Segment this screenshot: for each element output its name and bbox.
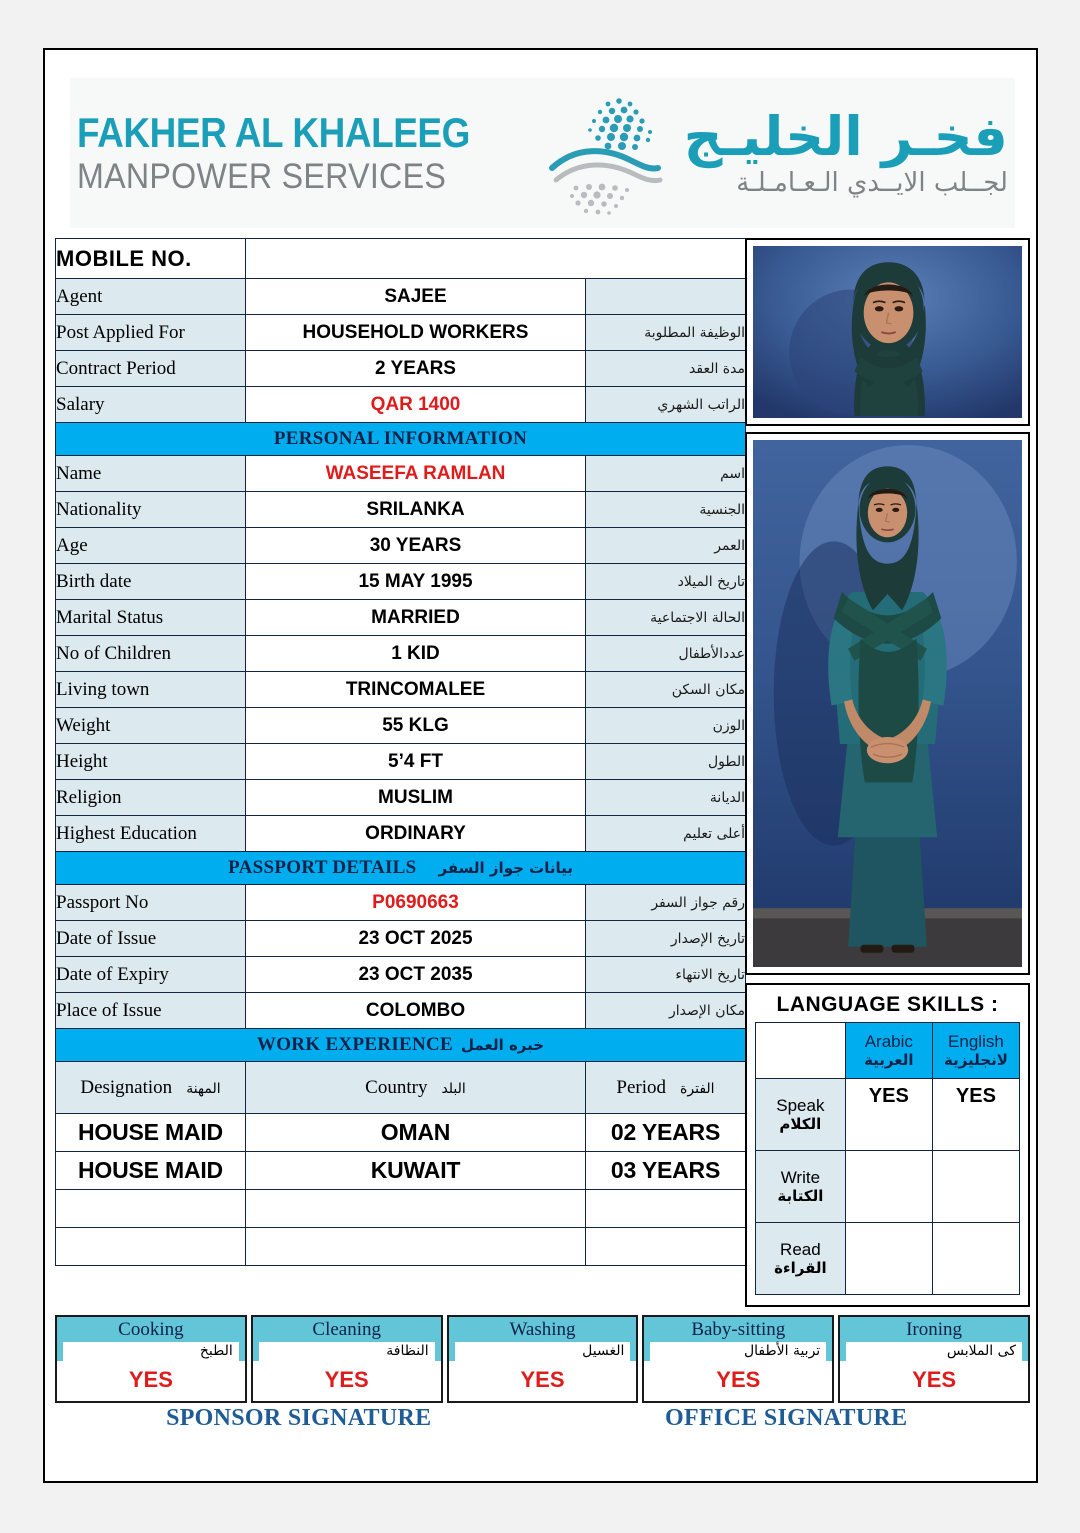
table-row — [56, 1114, 746, 1152]
row-value: 5’4 FT — [246, 744, 586, 780]
skill-cooking-header — [57, 1317, 245, 1361]
section-header-work-experience — [56, 1029, 746, 1062]
work-experience-header-row — [56, 1062, 746, 1114]
work-period: 02 YEARS — [586, 1114, 746, 1152]
row-value: HOUSEHOLD WORKERS — [246, 315, 586, 351]
language-row-write — [756, 1151, 1020, 1223]
row-label: Agent — [56, 279, 246, 315]
work-designation: HOUSE MAID — [56, 1152, 246, 1190]
skill-washing-header — [449, 1317, 637, 1361]
language-row-label-write — [756, 1151, 846, 1223]
skill-washing-arabic-box — [455, 1342, 631, 1361]
work-period[interactable] — [586, 1190, 746, 1228]
language-row-speak-ar: الكلام — [779, 1114, 822, 1133]
skill-baby-sitting-arabic-box — [650, 1342, 826, 1361]
work-country: KUWAIT — [246, 1152, 586, 1190]
row-label: Name — [56, 456, 246, 492]
row-label: Post Applied For — [56, 315, 246, 351]
row-label: Birth date — [56, 564, 246, 600]
row-value: 30 YEARS — [246, 528, 586, 564]
language-speak-english-value[interactable]: YES — [932, 1079, 1019, 1151]
row-label-arabic: عددالأطفال — [586, 636, 746, 672]
applicant-details-table — [55, 238, 746, 1266]
logo-emblem-icon — [534, 88, 674, 218]
row-label-arabic: مدة العقد — [586, 351, 746, 387]
language-column-english-en: English — [948, 1032, 1004, 1052]
row-label-arabic: الراتب الشهري — [586, 387, 746, 423]
row-label: Height — [56, 744, 246, 780]
row-label-arabic: تاريخ الانتهاء — [586, 957, 746, 993]
row-label-arabic: تاريخ الميلاد — [586, 564, 746, 600]
table-row — [56, 708, 746, 744]
table-row — [56, 351, 746, 387]
section-header-personal-row — [56, 423, 746, 456]
work-col-country-ar: البلد — [441, 1080, 466, 1097]
language-row-write-en: Write — [780, 1168, 821, 1188]
skill-cleaning-header — [253, 1317, 441, 1361]
skill-cooking — [55, 1315, 247, 1403]
skill-washing-label-en: Washing — [509, 1319, 576, 1340]
skill-ironing-header — [840, 1317, 1028, 1361]
section-title-ar: بيانات جواز السفر — [438, 859, 573, 877]
row-label: Religion — [56, 780, 246, 816]
applicant-full-body-photo — [745, 432, 1030, 975]
table-row — [56, 315, 746, 351]
table-row — [56, 957, 746, 993]
logo-arabic-text — [683, 105, 1008, 198]
skill-baby-sitting-header — [644, 1317, 832, 1361]
table-row — [56, 1228, 746, 1266]
language-write-english-value[interactable] — [932, 1151, 1019, 1223]
table-row — [56, 387, 746, 423]
row-label-arabic: الوزن — [586, 708, 746, 744]
language-column-english-ar: لانجليزية — [943, 1050, 1008, 1069]
work-col-period — [586, 1062, 746, 1114]
skill-cleaning-label-ar: النظافة — [386, 1342, 429, 1359]
row-value: SAJEE — [246, 279, 586, 315]
row-value-name: WASEEFA RAMLAN — [246, 456, 586, 492]
table-row — [56, 885, 746, 921]
work-col-country-en: Country — [365, 1076, 428, 1098]
skill-ironing — [838, 1315, 1030, 1403]
language-row-speak — [756, 1079, 1020, 1151]
mobile-no-value[interactable] — [246, 239, 746, 279]
logo-company-name-ar: فخـر الخليـج — [683, 105, 1008, 168]
row-value: 2 YEARS — [246, 351, 586, 387]
company-logo-header — [70, 78, 1015, 228]
row-label: Weight — [56, 708, 246, 744]
language-row-read-en: Read — [780, 1240, 821, 1260]
language-skills-panel — [745, 983, 1030, 1307]
section-title-en: PASSPORT DETAILS — [228, 857, 417, 878]
row-label: Nationality — [56, 492, 246, 528]
work-col-country — [246, 1062, 586, 1114]
language-column-arabic-en: Arabic — [864, 1032, 913, 1052]
cv-right-column — [745, 238, 1030, 1307]
row-label: Highest Education — [56, 816, 246, 852]
row-label: Salary — [56, 387, 246, 423]
section-header-passport-row — [56, 852, 746, 885]
row-value: COLOMBO — [246, 993, 586, 1029]
row-value: 23 OCT 2025 — [246, 921, 586, 957]
language-read-english-value[interactable] — [932, 1223, 1019, 1295]
row-value-passport-no: P0690663 — [246, 885, 586, 921]
skill-cooking-label-en: Cooking — [118, 1319, 184, 1340]
skill-washing — [447, 1315, 639, 1403]
row-label: Living town — [56, 672, 246, 708]
cv-left-column — [55, 238, 745, 1266]
work-designation[interactable] — [56, 1190, 246, 1228]
language-speak-arabic-value[interactable]: YES — [845, 1079, 932, 1151]
language-column-arabic — [845, 1023, 932, 1079]
row-value: SRILANKA — [246, 492, 586, 528]
language-read-arabic-value[interactable] — [845, 1223, 932, 1295]
section-header-passport-details — [56, 852, 746, 885]
table-row — [56, 492, 746, 528]
language-header-row — [756, 1023, 1020, 1079]
row-label-arabic: الحالة الاجتماعية — [586, 600, 746, 636]
row-value: 1 KID — [246, 636, 586, 672]
work-col-designation-ar: المهنة — [186, 1080, 221, 1097]
row-label: Contract Period — [56, 351, 246, 387]
row-label: Age — [56, 528, 246, 564]
table-row — [56, 600, 746, 636]
signature-row — [55, 1405, 1030, 1432]
table-row — [56, 921, 746, 957]
row-value: 55 KLG — [246, 708, 586, 744]
work-designation: HOUSE MAID — [56, 1114, 246, 1152]
work-country[interactable] — [246, 1190, 586, 1228]
work-col-period-en: Period — [616, 1076, 667, 1098]
row-label-arabic: الديانة — [586, 780, 746, 816]
row-label-arabic: مكان السكن — [586, 672, 746, 708]
table-row — [56, 528, 746, 564]
table-row — [56, 780, 746, 816]
row-value-salary: QAR 1400 — [246, 387, 586, 423]
table-row-mobile — [56, 239, 746, 279]
language-write-arabic-value[interactable] — [845, 1151, 932, 1223]
row-label: Passport No — [56, 885, 246, 921]
skill-baby-sitting-value[interactable]: YES — [644, 1361, 832, 1401]
table-row — [56, 993, 746, 1029]
skill-cooking-value[interactable]: YES — [57, 1361, 245, 1401]
table-row — [56, 564, 746, 600]
skill-cleaning-label-en: Cleaning — [312, 1319, 381, 1340]
logo-english-text — [77, 109, 524, 196]
row-label-arabic: رقم جواز السفر — [586, 885, 746, 921]
row-label: Marital Status — [56, 600, 246, 636]
skill-ironing-arabic-box — [846, 1342, 1022, 1361]
row-label: No of Children — [56, 636, 246, 672]
section-header-work-row — [56, 1029, 746, 1062]
skill-ironing-label-en: Ironing — [906, 1319, 963, 1340]
work-country[interactable] — [246, 1228, 586, 1266]
section-title-en: WORK EXPERIENCE — [256, 1034, 454, 1055]
row-label-arabic: تاريخ الإصدار — [586, 921, 746, 957]
logo-tagline-ar: لجــلب الايــدي الـعـامـلـة — [736, 168, 1008, 198]
skill-cleaning-arabic-box — [259, 1342, 435, 1361]
language-row-write-ar: الكتابة — [777, 1186, 824, 1205]
cv-page — [43, 48, 1038, 1483]
row-label-arabic: الطول — [586, 744, 746, 780]
logo-tagline-en: MANPOWER SERVICES — [77, 157, 447, 196]
row-label-arabic: مكان الإصدار — [586, 993, 746, 1029]
language-row-label-read — [756, 1223, 846, 1295]
row-label-arabic: اسم — [586, 456, 746, 492]
section-header-personal-information: PERSONAL INFORMATION — [56, 423, 746, 456]
row-label-arabic: الوظيفة المطلوبة — [586, 315, 746, 351]
table-row — [56, 816, 746, 852]
language-corner-cell — [756, 1023, 846, 1079]
table-row — [56, 672, 746, 708]
row-value: MARRIED — [246, 600, 586, 636]
language-skills-title: LANGUAGE SKILLS : — [776, 993, 999, 1016]
table-row — [56, 1190, 746, 1228]
language-column-arabic-ar: العربية — [864, 1050, 914, 1069]
row-label: Place of Issue — [56, 993, 246, 1029]
table-row — [56, 279, 746, 315]
table-row — [56, 636, 746, 672]
mobile-no-label: MOBILE NO. — [56, 239, 246, 279]
row-value: TRINCOMALEE — [246, 672, 586, 708]
office-signature-label: OFFICE SIGNATURE — [665, 1405, 908, 1431]
language-row-label-speak — [756, 1079, 846, 1151]
row-value: 23 OCT 2035 — [246, 957, 586, 993]
skill-baby-sitting-label-en: Baby-sitting — [691, 1319, 786, 1340]
skill-washing-label-ar: الغسيل — [582, 1342, 625, 1359]
table-row — [56, 744, 746, 780]
work-period: 03 YEARS — [586, 1152, 746, 1190]
row-value: 15 MAY 1995 — [246, 564, 586, 600]
table-row — [56, 456, 746, 492]
language-skills-table — [755, 1022, 1020, 1295]
section-title-ar: خبره العمل — [461, 1036, 545, 1054]
applicant-portrait-photo — [745, 238, 1030, 426]
skill-baby-sitting — [642, 1315, 834, 1403]
language-row-read-ar: القراءة — [774, 1258, 827, 1277]
household-skills-row — [55, 1315, 1030, 1403]
work-col-designation — [56, 1062, 246, 1114]
language-column-english — [932, 1023, 1019, 1079]
work-country: OMAN — [246, 1114, 586, 1152]
skill-cooking-arabic-box — [63, 1342, 239, 1361]
work-col-period-ar: الفترة — [680, 1080, 715, 1097]
row-label-arabic: العمر — [586, 528, 746, 564]
skill-cleaning-value[interactable]: YES — [253, 1361, 441, 1401]
language-row-read — [756, 1223, 1020, 1295]
row-label-arabic: الجنسية — [586, 492, 746, 528]
skill-cooking-label-ar: الطبخ — [199, 1342, 233, 1359]
row-label: Date of Issue — [56, 921, 246, 957]
row-label: Date of Expiry — [56, 957, 246, 993]
work-period[interactable] — [586, 1228, 746, 1266]
skill-ironing-value[interactable]: YES — [840, 1361, 1028, 1401]
skill-baby-sitting-label-ar: تربية الأطفال — [743, 1342, 821, 1359]
row-label-arabic: أعلى تعليم — [586, 816, 746, 852]
row-value: ORDINARY — [246, 816, 586, 852]
skill-ironing-label-ar: كى الملابس — [946, 1342, 1016, 1359]
logo-company-name-en: FAKHER AL KHALEEG — [77, 109, 471, 156]
skill-washing-value[interactable]: YES — [449, 1361, 637, 1401]
row-label-arabic — [586, 279, 746, 315]
table-row — [56, 1152, 746, 1190]
sponsor-signature-label: SPONSOR SIGNATURE — [166, 1405, 432, 1431]
row-value: MUSLIM — [246, 780, 586, 816]
work-designation[interactable] — [56, 1228, 246, 1266]
work-col-designation-en: Designation — [80, 1076, 173, 1098]
skill-cleaning — [251, 1315, 443, 1403]
language-row-speak-en: Speak — [776, 1096, 825, 1116]
